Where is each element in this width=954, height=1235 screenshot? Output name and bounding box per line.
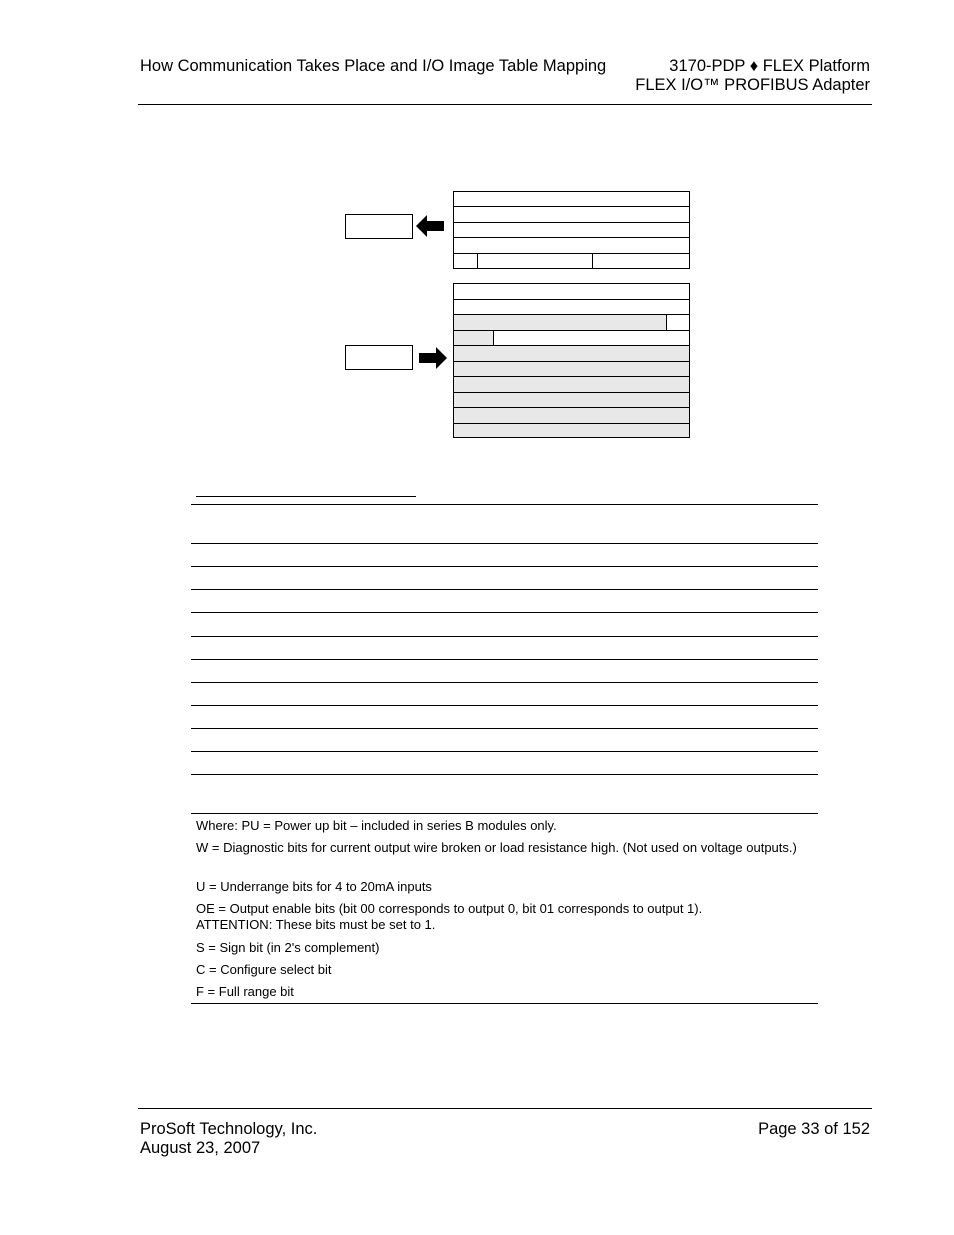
legend-c: C = Configure select bit [196, 962, 332, 977]
table-rule [191, 636, 818, 637]
header-doc-title: How Communication Takes Place and I/O Image Table Mapping [140, 57, 607, 75]
table-rule [191, 589, 818, 590]
output-word-row [453, 361, 690, 377]
arrow-left-icon [416, 215, 444, 237]
legend-w: W = Diagnostic bits for current output wire broken or load resistance high. (Not used on voltage outputs.) [196, 840, 797, 855]
output-word-cell [493, 330, 690, 346]
table-rule [191, 728, 818, 729]
output-word-row [453, 345, 690, 362]
footer-company: ProSoft Technology, Inc. [140, 1120, 318, 1138]
page-number: Page 33 of 152 [758, 1120, 870, 1138]
output-label-box [345, 345, 413, 370]
table-rule [191, 659, 818, 660]
output-word-row [453, 299, 690, 315]
input-word-row [453, 222, 690, 238]
input-label-box [345, 214, 413, 239]
output-bit-cell [666, 314, 690, 331]
legend-f: F = Full range bit [196, 984, 294, 999]
legend-s: S = Sign bit (in 2's complement) [196, 940, 380, 955]
legend-oe: OE = Output enable bits (bit 00 corresponds to output 0, bit 01 corresponds to output 1). ATTENTION: These bits must be set to 1. [196, 901, 703, 932]
table-rule [191, 813, 818, 814]
output-word-row [453, 423, 690, 438]
input-word-row [453, 206, 690, 223]
output-word-row [453, 392, 690, 408]
input-word-row [453, 191, 690, 207]
input-bit-cell [477, 253, 593, 269]
table-rule [191, 543, 818, 544]
legend-pu: Where: PU = Power up bit – included in series B modules only. [196, 818, 557, 833]
input-bit-cell [453, 253, 478, 269]
table-rule [191, 1003, 818, 1004]
output-bit-cell [453, 330, 494, 346]
legend-u: U = Underrange bits for 4 to 20mA inputs [196, 879, 432, 894]
input-bit-cell [592, 253, 690, 269]
output-word-cell [453, 314, 667, 331]
arrow-right-icon [419, 347, 447, 369]
header-product: 3170-PDP ♦ FLEX Platform [669, 57, 870, 75]
table-rule [191, 504, 818, 505]
table-rule [191, 612, 818, 613]
footer-date: August 23, 2007 [140, 1139, 261, 1157]
table-rule [191, 566, 818, 567]
footer-rule [138, 1108, 872, 1109]
table-rule [191, 705, 818, 706]
table-rule [191, 751, 818, 752]
table-rule [191, 774, 818, 775]
header-subtitle: FLEX I/O™ PROFIBUS Adapter [635, 76, 870, 94]
input-word-row [453, 237, 690, 254]
output-word-row [453, 283, 690, 300]
table-rule [191, 682, 818, 683]
table-caption-rule [196, 496, 416, 497]
output-word-row [453, 376, 690, 393]
output-word-row [453, 407, 690, 424]
header-rule [138, 104, 872, 105]
